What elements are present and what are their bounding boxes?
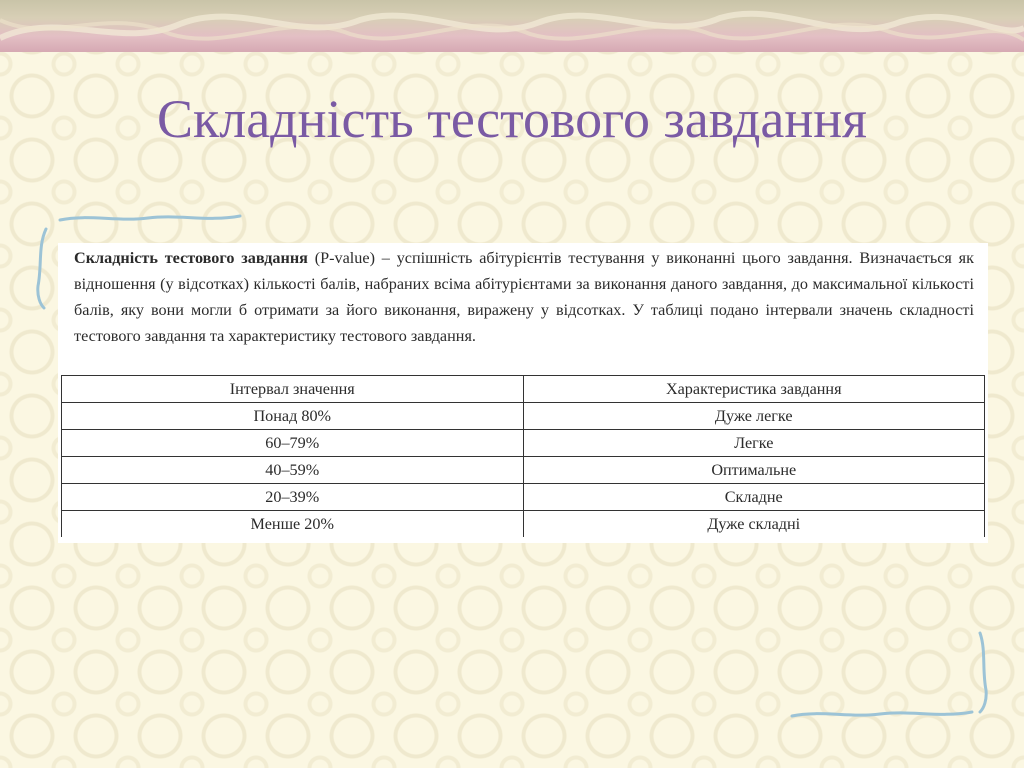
characteristic-cell: Складне (523, 484, 985, 511)
table-row (62, 484, 985, 511)
header-interval: Інтервал значення (62, 376, 524, 403)
table-row (62, 511, 985, 538)
interval-cell: Менше 20% (62, 511, 524, 538)
top-decorative-band (0, 0, 1024, 52)
characteristic-cell: Легке (523, 430, 985, 457)
definition-text: (P-value) – успішність абітурієнтів тестування у виконанні цього завдання. Визначається як відношення (у відсотках) кількості балів, набраних всіма абітурієнтами за виконання даного завдання, до максимальної кількості балів, яку вони могли б отримати за його виконання, виражену у відсотках. У таблиці подано інтервали значень складності тестового завдання та характеристику тестового завдання. (74, 249, 974, 345)
top-left-wavy-line (58, 210, 242, 226)
interval-cell: Понад 80% (62, 403, 524, 430)
header-characteristic: Характеристика завдання (523, 376, 985, 403)
characteristic-cell: Дуже складні (523, 511, 985, 538)
interval-cell: 40–59% (62, 457, 524, 484)
table-header-row (62, 376, 985, 403)
difficulty-interval-table (61, 375, 985, 537)
interval-cell: 60–79% (62, 430, 524, 457)
interval-cell: 20–39% (62, 484, 524, 511)
definition-term: Складність тестового завдання (74, 249, 308, 267)
content-image-panel (58, 243, 988, 543)
table-row (62, 430, 985, 457)
right-bracket-line (974, 630, 994, 714)
characteristic-cell: Оптимальне (523, 457, 985, 484)
table-row (62, 457, 985, 484)
definition-paragraph (74, 245, 974, 349)
characteristic-cell: Дуже легке (523, 403, 985, 430)
table-row (62, 403, 985, 430)
band-swirl-pattern (0, 0, 1024, 52)
left-bracket-line (32, 226, 52, 310)
bottom-right-wavy-line (790, 706, 974, 722)
slide-title: Складність тестового завдання (157, 89, 867, 149)
